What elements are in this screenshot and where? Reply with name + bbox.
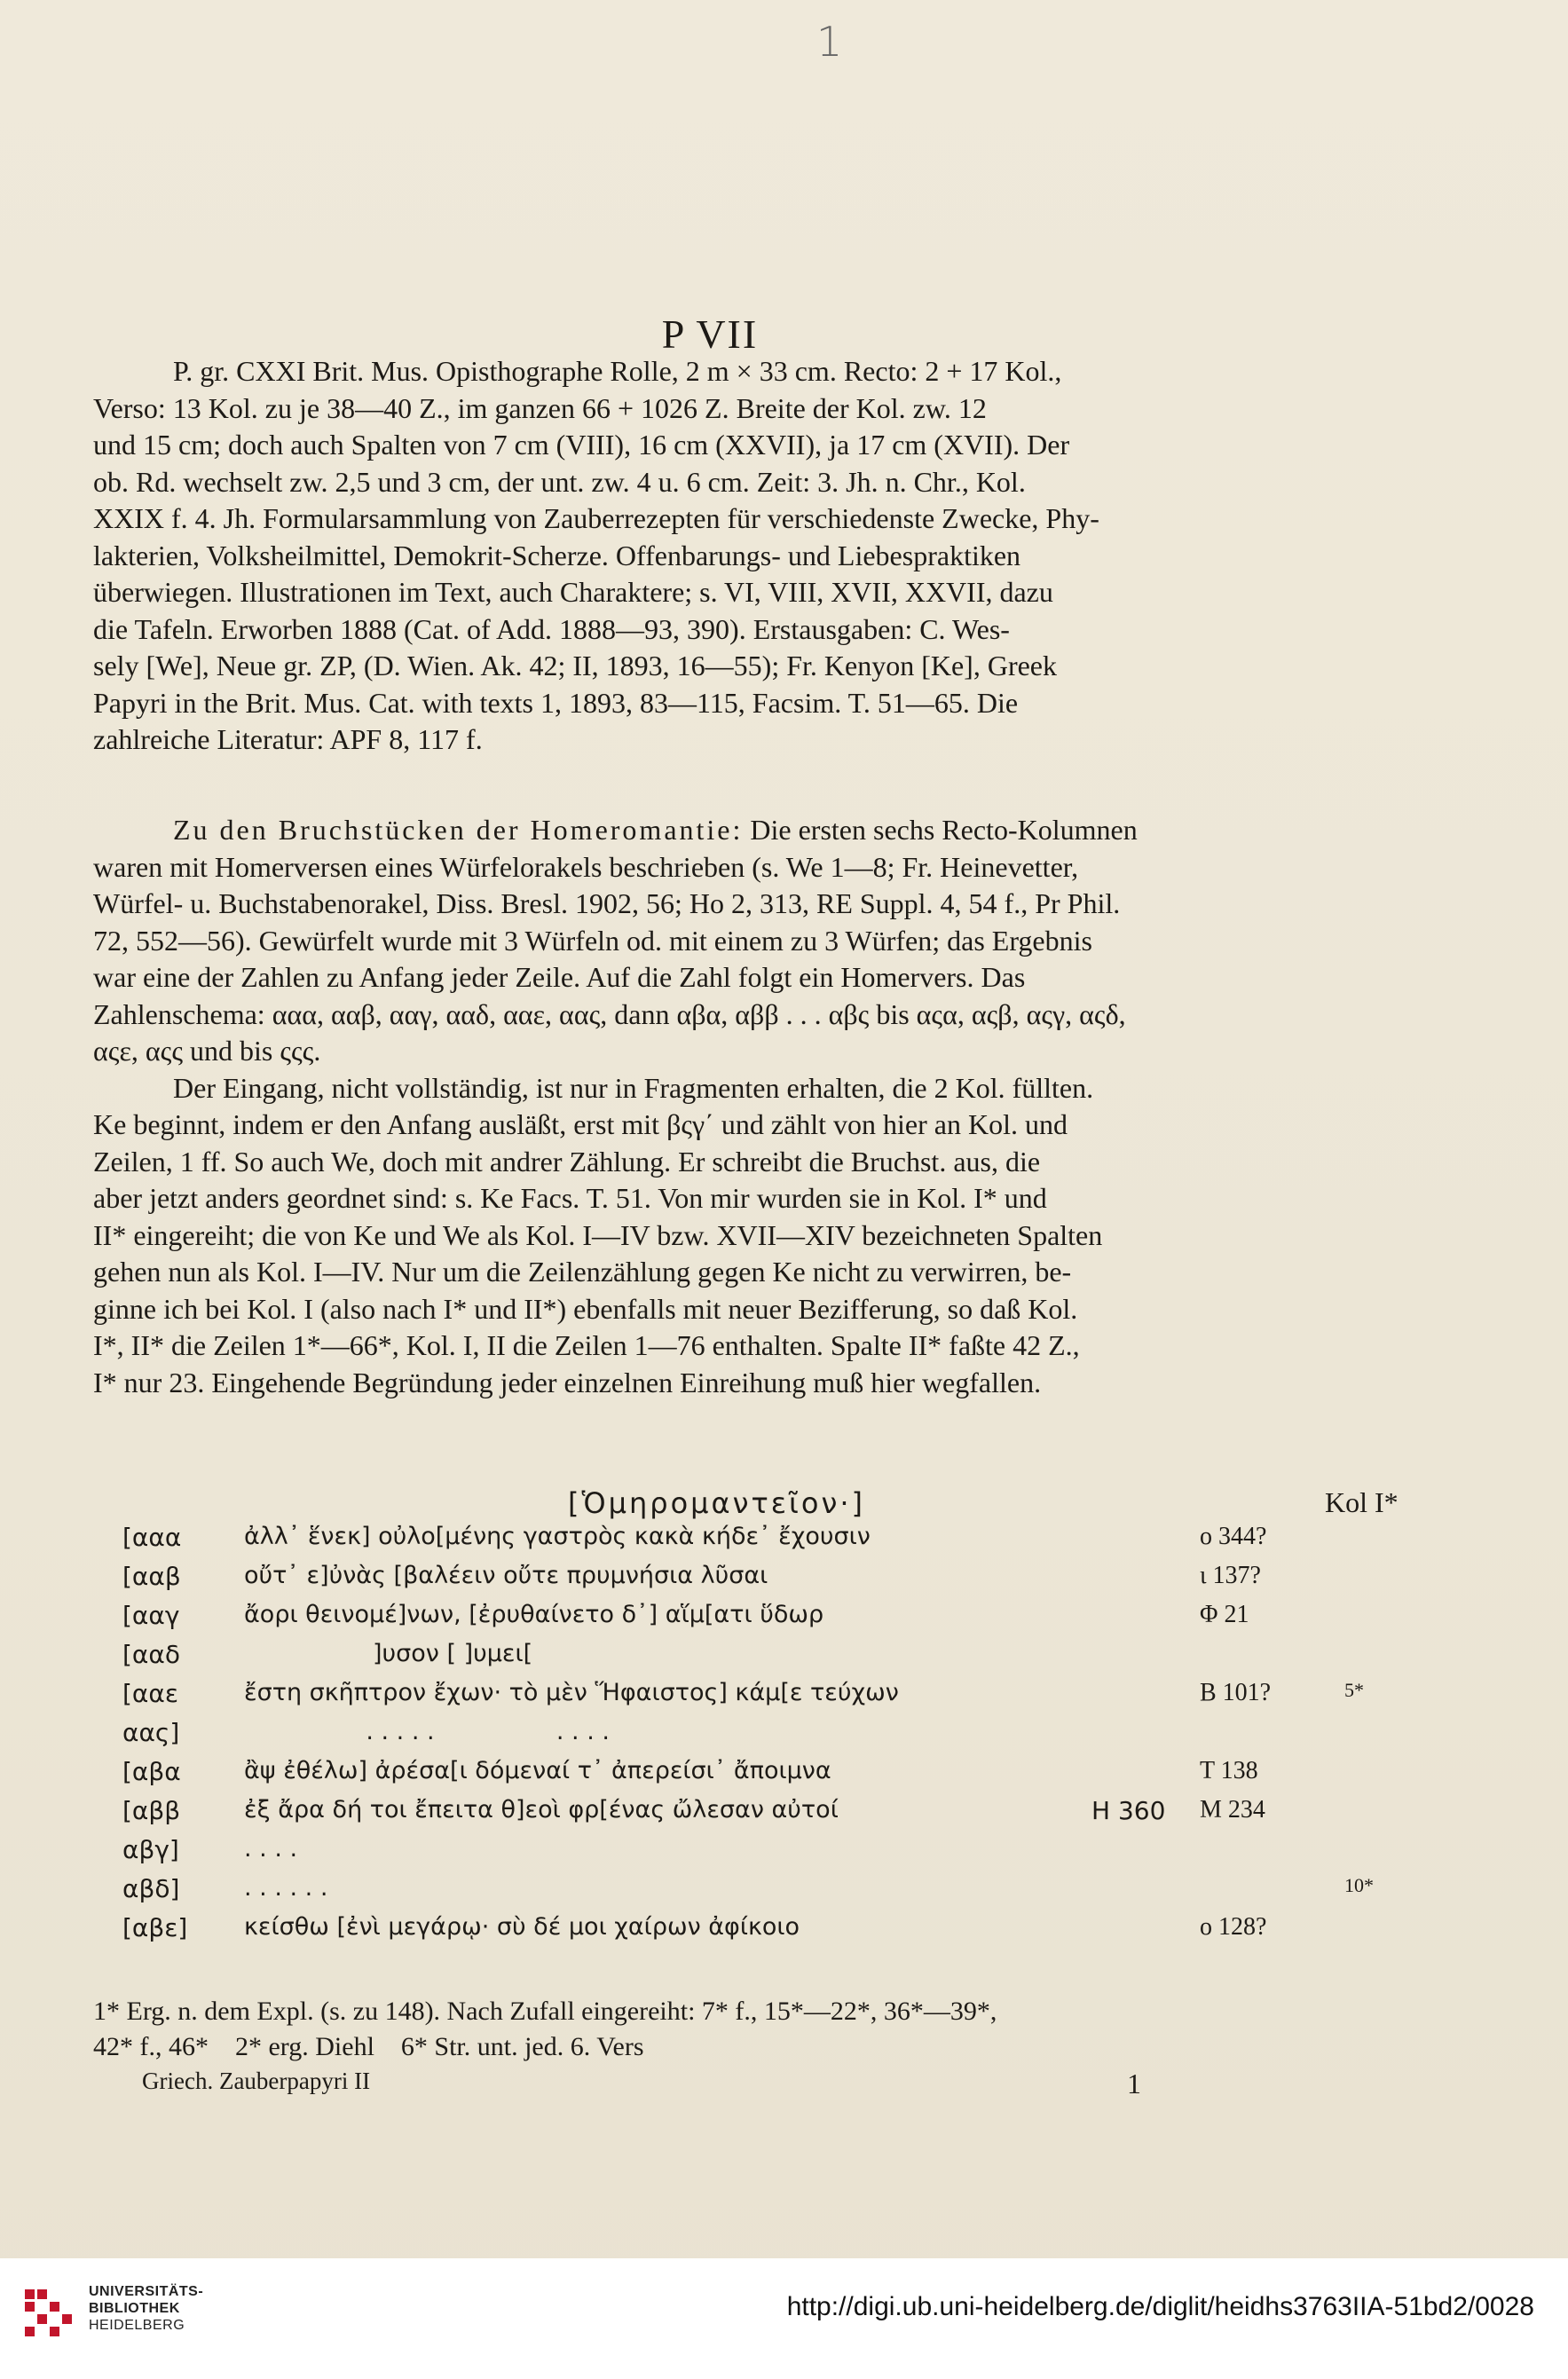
homer-verse: ἂψ ἐθέλω] ἀρέσα[ι δόμεναί τ᾽ ἀπερείσι᾽ ἄποιμνα (244, 1757, 831, 1784)
homer-verse: ]υσον [ ]υμει[ (373, 1640, 533, 1667)
eingang-line: I* nur 23. Eingehende Begründung jeder einzelnen Einreihung muß hier wegfallen. (93, 1366, 1042, 1398)
eingang-line: aber jetzt anders geordnet sind: s. Ke Facs. T. 51. Von mir wurden sie in Kol. I* und (93, 1182, 1047, 1214)
footnotes (93, 1994, 1322, 2065)
intro-line: Papyri in the Brit. Mus. Cat. with texts 1, 1893, 83—115, Facsim. T. 51—65. Die (93, 686, 1019, 719)
homer-line: Zahlenschema: ααα, ααβ, ααγ, ααδ, ααε, αας, dann αβα, αββ . . . αβς bis αςα, αςβ, αςγ, αςδ, (93, 997, 1126, 1030)
homer-verse: . . . . (244, 1835, 298, 1863)
intro-line: ob. Rd. wechselt zw. 2,5 und 3 cm, der unt. zw. 4 u. 6 cm. Zeit: 3. Jh. n. Chr., Kol. (93, 465, 1026, 498)
table-row (0, 1796, 1568, 1835)
table-row (0, 1835, 1568, 1874)
library-name-line: BIBLIOTHEK (89, 2301, 180, 2316)
eingang-line: Der Eingang, nicht vollständig, ist nur in Fragmenten erhalten, die 2 Kol. füllten. (173, 1071, 1094, 1104)
intro-line: die Tafeln. Erworben 1888 (Cat. of Add. 1888—93, 390). Erstausgaben: C. Wes- (93, 612, 1010, 645)
intro-line: XXIX f. 4. Jh. Formularsammlung von Zauberrezepten für verschiedenste Zwecke, Phy- (93, 502, 1099, 534)
homer-reference: ι 137? (1200, 1562, 1261, 1589)
homer-line: waren mit Homerversen eines Würfelorakels beschrieben (s. We 1—8; Fr. Heinevetter, (93, 850, 1079, 883)
dice-code: [αβε] (122, 1913, 188, 1942)
homer-verse: ἄορι θεινομέ]νων, [ἐρυθαίνετο δ᾽] αἵμ[ατι ὕδωρ (244, 1601, 824, 1628)
eingang-line: Ke beginnt, indem er den Anfang ausläßt, erst mit βςγ΄ und zählt von hier an Kol. und (93, 1108, 1068, 1140)
homer-line: 72, 552—56). Gewürfelt wurde mit 3 Würfeln od. mit einem zu 3 Würfen; das Ergebnis (93, 924, 1092, 957)
homer-verse: ἔστη σκῆπτρον ἔχων· τὸ μὲν Ἥφαιστος] κάμ[ε τεύχων (244, 1679, 899, 1706)
homer-reference: ο 344? (1200, 1523, 1267, 1550)
homer-reference: Τ 138 (1200, 1757, 1258, 1784)
homer-reference: ο 128? (1200, 1913, 1267, 1941)
dice-code: [ααγ (122, 1601, 180, 1630)
column-label: Kol I* (1325, 1486, 1399, 1518)
intro-line: Verso: 13 Kol. zu je 38—40 Z., im ganzen 66 + 1026 Z. Breite der Kol. zw. 12 (93, 391, 987, 424)
eingang-line: ginne ich bei Kol. I (also nach I* und II*) ebenfalls mit neuer Bezifferung, so daß Kol. (93, 1292, 1078, 1325)
running-footer: Griech. Zauberpapyri II (142, 2068, 371, 2094)
homeromantie-lead: Zu den Bruchstücken der Homeromantie: (173, 814, 744, 846)
homer-reference: Φ 21 (1200, 1601, 1249, 1628)
line-number: 5* (1344, 1679, 1364, 1701)
homer-line: αςε, αςς und bis ςςς. (93, 1035, 321, 1067)
dice-code: [ααε (122, 1679, 178, 1708)
eingang-line: I*, II* die Zeilen 1*—66*, Kol. I, II die Zeilen 1—76 enthalten. Spalte II* faßte 42 Z., (93, 1329, 1080, 1361)
library-name-line: UNIVERSITÄTS- (89, 2284, 204, 2299)
homer-reference: Β 101? (1200, 1679, 1272, 1706)
dice-code: αβδ] (122, 1874, 180, 1903)
eingang-line: Zeilen, 1 ff. So auch We, doch mit andrer Zählung. Er schreibt die Bruchst. aus, die (93, 1145, 1041, 1178)
section-heading: P VII (661, 311, 759, 357)
library-name (89, 2283, 203, 2334)
table-row (0, 1562, 1568, 1601)
footnote-line: 42* f., 46* 2* erg. Diehl 6* Str. unt. jed. 6. Vers (93, 2032, 644, 2061)
homer-verse: ἐξ ἄρα δή τοι ἔπειτα θ]εοὶ φρ[ένας ὤλεσαν αὐτοί (244, 1796, 839, 1824)
footnote-line: 1* Erg. n. dem Expl. (s. zu 148). Nach Zufall eingereiht: 7* f., 15*—22*, 36*—39*, (93, 1997, 997, 2026)
page-number: 1 (1127, 2068, 1141, 2099)
homer-line (93, 812, 1322, 849)
dice-code: [αββ (122, 1796, 181, 1825)
homeromantie-paragraph (93, 812, 1322, 1401)
dice-code: [ααδ (122, 1640, 180, 1669)
table-row (0, 1640, 1568, 1679)
alt-reference: Η 360 (1091, 1796, 1166, 1825)
intro-paragraph (93, 353, 1322, 759)
homer-verse: . . . . . . (244, 1874, 328, 1902)
line-number: 10* (1344, 1874, 1374, 1896)
pencil-page-mark: 1 (816, 18, 843, 66)
dice-code: αας] (122, 1718, 180, 1747)
library-name-line: HEIDELBERG (89, 2318, 185, 2333)
table-row (0, 1757, 1568, 1796)
permalink-url[interactable]: http://digi.ub.uni-heidelberg.de/diglit/heidhs3763IIA-51bd2/0028 (786, 2292, 1534, 2321)
homer-line-rest: Die ersten sechs Recto-Kolumnen (743, 814, 1138, 846)
dice-code: [ααα (122, 1523, 182, 1552)
intro-line: P. gr. CXXI Brit. Mus. Opisthographe Rolle, 2 m × 33 cm. Recto: 2 + 17 Kol., (173, 355, 1062, 387)
homer-line: war eine der Zahlen zu Anfang jeder Zeile. Auf die Zahl folgt ein Homervers. Das (93, 961, 1026, 993)
intro-line: und 15 cm; doch auch Spalten von 7 cm (VIII), 16 cm (XXVII), ja 17 cm (XVII). Der (93, 429, 1070, 461)
homer-verse: κείσθω [ἐνὶ μεγάρῳ· σὺ δέ μοι χαίρων ἀφίκοιο (244, 1913, 800, 1941)
table-row (0, 1718, 1568, 1757)
intro-line: sely [We], Neue gr. ZP, (D. Wien. Ak. 42; II, 1893, 16—55); Fr. Kenyon [Ke], Greek (93, 650, 1057, 681)
homer-verse: οὔτ᾽ ε]ὐνὰς [βαλέειν οὔτε πρυμνήσια λῦσαι (244, 1562, 768, 1589)
eingang-line: II* eingereiht; die von Ke und We als Kol. I—IV bzw. XVII—XIV bezeichneten Spalten (93, 1218, 1103, 1251)
homer-verse: ἀλλ᾽ ἕνεκ] οὐλο[μένης γαστρὸς κακὰ κήδε᾽ ἔχουσιν (244, 1523, 871, 1550)
homer-line: Würfel- u. Buchstabenorakel, Diss. Bresl. 1902, 56; Ho 2, 313, RE Suppl. 4, 54 f., Pr Phil. (93, 887, 1121, 919)
table-row (0, 1679, 1568, 1718)
table-row (0, 1913, 1568, 1952)
intro-line: zahlreiche Literatur: APF 8, 117 f. (93, 723, 483, 755)
dice-code: [αβα (122, 1757, 181, 1786)
table-row (0, 1523, 1568, 1562)
table-row (0, 1874, 1568, 1913)
dice-code: αβγ] (122, 1835, 179, 1864)
oracle-title: [Ὁμηρομαντεῖον·] (568, 1486, 865, 1520)
dice-code: [ααβ (122, 1562, 181, 1591)
homer-reference: Μ 234 (1200, 1796, 1265, 1824)
eingang-line: gehen nun als Kol. I—IV. Nur um die Zeilenzählung gegen Ke nicht zu verwirren, be- (93, 1256, 1072, 1288)
table-row (0, 1601, 1568, 1640)
homer-verse: . . . . . . . . . (244, 1718, 610, 1745)
university-library-logo-icon (25, 2289, 78, 2343)
intro-line: überwiegen. Illustrationen im Text, auch Charaktere; s. VI, VIII, XVII, XXVII, dazu (93, 576, 1053, 608)
intro-line: lakterien, Volksheilmittel, Demokrit-Scherze. Offenbarungs- und Liebespraktiken (93, 539, 1021, 571)
